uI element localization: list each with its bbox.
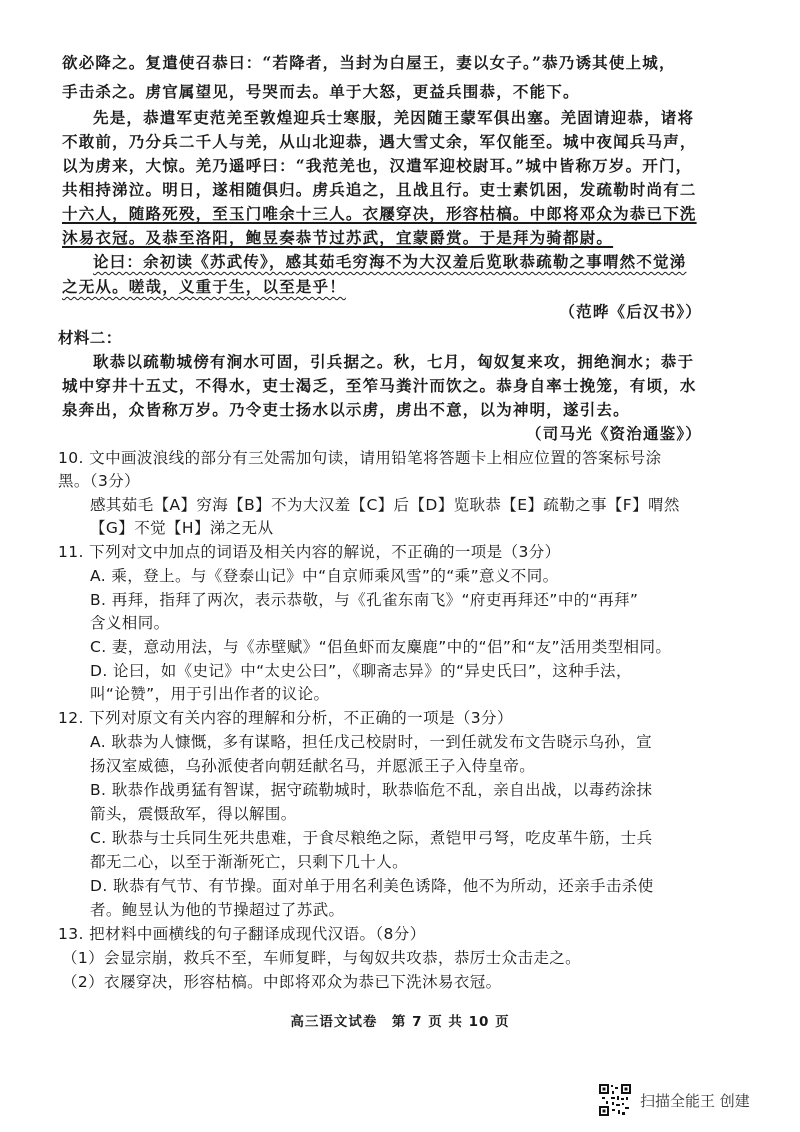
underlined-text-line: 十六人，随路死殁，至玉门唯余十三人。衣屦穿决，形容枯槁。中郎将邓众为恭已下洗: [62, 204, 697, 223]
option-b: B. 再拜，指拜了两次，表示恭敬，与《孔雀东南飞》“府吏再拜还”中的“再拜”: [90, 591, 639, 609]
option-a: A. 耿恭为人慷慨，多有谋略，担任戊己校尉时，一到任就发布文告晓示乌孙，宣: [90, 733, 652, 751]
option-a-cont: 扬汉室威德，乌孙派使者向朝廷献名马，并愿派王子入侍皇帝。: [90, 757, 536, 775]
question-11: 11. 下列对文中加点的词语及相关内容的解说，不正确的一项是（3分）: [58, 543, 561, 561]
wavy-underlined-text-line: 之无从。嗟哉，义重于生，以至是乎！: [62, 277, 346, 296]
wavy-underlined-text-line: 论曰：余初读《苏武传》，感其茹毛穷海不为大汉羞后览耿恭疏勒之事喟然不觉涕: [93, 252, 687, 271]
question-13-item-1: （1）会显宗崩，救兵不至，车师复畔，与匈奴共攻恭，恭厉士众击走之。: [62, 949, 582, 967]
watermark-text: 扫描全能王 创建: [640, 1091, 750, 1110]
option-c: C. 妻，意动用法，与《赤壁赋》“侣鱼虾而友麋鹿”中的“侣”和“友”活用类型相同。: [90, 638, 672, 656]
text-line: 手击杀之。虏官属望见，号哭而去。单于大怒，更益兵围恭，不能下。: [62, 82, 580, 101]
page-footer: 高三语文试卷 第 7 页 共 10 页: [290, 1014, 510, 1030]
text-line: 泉奔出，众皆称万岁。乃令吏士扬水以示虏，虏出不意，以为神明，遂引去。: [62, 400, 630, 419]
option-b-cont: 含义相同。: [90, 614, 170, 632]
text-line: 不敢前，乃分兵二千人与羌，从山北迎恭，遇大雪丈余，军仅能至。城中夜闻兵马声，: [62, 132, 697, 151]
option-c: C. 耿恭与士兵同生死共患难，于食尽粮绝之际，煮铠甲弓弩，吃皮革牛筋，士兵: [90, 829, 653, 847]
option-d: D. 耿恭有气节、有节操。面对单于用名利美色诱降，他不为所动，还亲手击杀使: [90, 877, 654, 895]
source-citation: （范晔《后汉书》）: [559, 302, 702, 321]
qr-code-icon: [598, 1083, 632, 1117]
option-a: A. 乘，登上。与《登泰山记》中“自京师乘风雪”的“乘”意义不同。: [90, 567, 559, 585]
question-12: 12. 下列对原文有关内容的理解和分析，不正确的一项是（3分）: [58, 709, 513, 727]
text-line: 以为虏来，大惊。羌乃遥呼曰：“我范羌也，汉遣军迎校尉耳。”城中皆称万岁。开门，: [62, 156, 693, 175]
section-label: 材料二：: [58, 329, 122, 347]
option-d-cont: 者。鲍昱认为他的节操超过了苏武。: [90, 901, 345, 919]
text-line: 耿恭以疏勒城傍有涧水可固，引兵据之。秋，七月，匈奴复来攻，拥绝涧水；恭于: [93, 352, 695, 371]
question-10: 10. 文中画波浪线的部分有三处需加句读，请用铅笔将答题卡上相应位置的答案标号涂: [58, 449, 662, 467]
question-13-item-2: （2）衣屦穿决，形容枯槁。中郎将邓众为恭已下洗沐易衣冠。: [62, 973, 502, 991]
option-d: D. 论曰，如《史记》中“太史公曰”，《聊斋志异》的“异史氏曰”，这种手法，: [90, 662, 632, 680]
question-10-cont: 黑。（3分）: [58, 472, 141, 490]
source-citation: （司马光《资治通鉴》）: [526, 424, 702, 443]
text-line: 城中穿井十五丈，不得水，吏士渴乏，至笮马粪汁而饮之。恭身自率士挽笼，有顷，水: [62, 376, 697, 395]
underlined-text-line: 沐易衣冠。及恭至洛阳，鲍昱奏恭节过苏武，宜蒙爵赏。于是拜为骑都尉。: [62, 228, 614, 247]
option-b-cont: 箭头，震慑敌军，得以解围。: [90, 805, 297, 823]
scanner-watermark: [598, 1083, 750, 1117]
option-d-cont: 叫“论赞”，用于引出作者的议论。: [90, 685, 330, 703]
question-10-options: 【G】不觉【H】涕之无从: [90, 519, 274, 537]
text-line: 欲必降之。复遣使召恭曰：“若降者，当封为白屋王，妻以女子。”恭乃诱其使上城，: [62, 53, 676, 72]
text-line: 先是，恭遣军吏范羌至敦煌迎兵士寒服，羌因随王蒙军俱出塞。羌固请迎恭，诸将: [93, 108, 695, 127]
text-line: 共相持涕泣。明日，遂相随俱归。虏兵追之，且战且行。吏士素饥困，发疏勒时尚有二: [62, 180, 697, 199]
question-10-options: 感其茹毛【A】穷海【B】不为大汉羞【C】后【D】览耿恭【E】疏勒之事【F】喟然: [90, 496, 680, 514]
option-c-cont: 都无二心，以至于渐渐死亡，只剩下几十人。: [90, 853, 409, 871]
question-13: 13. 把材料中画横线的句子翻译成现代汉语。（8分）: [58, 925, 426, 943]
option-b: B. 耿恭作战勇猛有智谋，据守疏勒城时，耿恭临危不乱，亲自出战，以毒药涂抹: [90, 781, 653, 799]
